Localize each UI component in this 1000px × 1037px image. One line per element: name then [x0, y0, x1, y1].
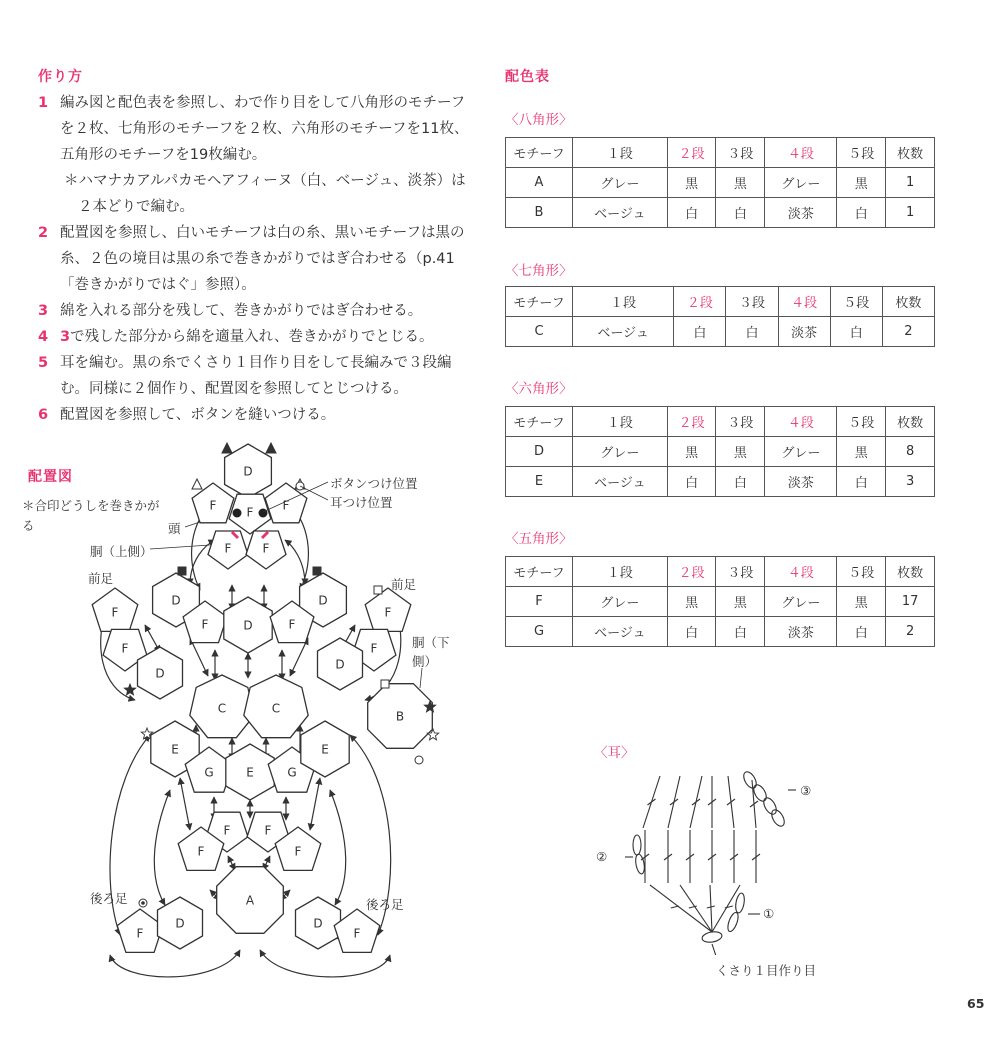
ear-start-label: くさり１目作り目 — [716, 963, 817, 978]
leader-line — [185, 522, 200, 527]
step-note: ＊ハマナカアルパカモヘアフィーヌ（白、ベージュ、淡茶）は２本どりで編む。 — [64, 173, 466, 215]
seam-arrow — [290, 638, 308, 676]
motif-label: F — [264, 823, 272, 838]
motif-label: G — [204, 765, 214, 780]
table-cell: 黒 — [716, 587, 765, 617]
table-cell: 白 — [726, 317, 778, 347]
table-cell: 淡茶 — [778, 317, 830, 347]
body-lower-label: 胴（下側） — [412, 635, 450, 669]
header-cell: １段 — [573, 557, 668, 587]
step-number: 1 — [38, 95, 49, 111]
match-mark-triangle — [192, 479, 202, 489]
step-5 — [38, 350, 478, 402]
step-number: 4 — [38, 329, 49, 345]
table-cell: 白 — [837, 198, 886, 228]
header-cell: 枚数 — [886, 138, 935, 168]
header-cell: ３段 — [716, 557, 765, 587]
header-cell: ５段 — [830, 287, 882, 317]
table-header-row — [506, 287, 935, 317]
header-cell: ３段 — [726, 287, 778, 317]
table-cell: 白 — [667, 617, 716, 647]
stitch — [710, 885, 712, 932]
motif-label: E — [321, 742, 329, 757]
ear-position-label: 耳つけ位置 — [330, 495, 393, 510]
header-cell: ４段 — [765, 557, 837, 587]
motif-label: E — [246, 765, 254, 780]
section-title-hexagon: 〈六角形〉 — [505, 381, 573, 397]
header-cell: モチーフ — [506, 138, 573, 168]
header-cell: ２段 — [667, 557, 716, 587]
step-reference: 3 — [60, 329, 71, 345]
head-label: 頭 — [168, 521, 181, 536]
table-cell: 黒 — [667, 587, 716, 617]
table-cell: ベージュ — [573, 467, 668, 497]
pointer-line — [712, 944, 718, 955]
stitch — [680, 885, 712, 932]
motif-label: F — [246, 505, 254, 520]
motif-label: F — [224, 541, 232, 556]
header-cell: ５段 — [837, 407, 886, 437]
step-4 — [38, 324, 478, 350]
page-number: 65 — [967, 996, 985, 1011]
motif-label: D — [318, 593, 328, 608]
motif-label: D — [175, 916, 185, 931]
back-leg-left-label: 後ろ足 — [90, 891, 128, 906]
table-cell: 白 — [716, 617, 765, 647]
motif-label: F — [136, 926, 144, 941]
header-cell: 枚数 — [886, 557, 935, 587]
header-cell: モチーフ — [506, 407, 573, 437]
step-1 — [38, 90, 478, 168]
seam-curve-arrow — [154, 790, 170, 905]
motif-label: F — [353, 926, 361, 941]
match-mark-triangle — [266, 443, 276, 453]
color-table-octagon — [505, 137, 935, 228]
step-number: 3 — [38, 303, 49, 319]
table-cell: 白 — [837, 467, 886, 497]
table-cell: グレー — [765, 168, 837, 198]
ear-heading: 〈耳〉 — [594, 745, 635, 761]
table-cell: E — [506, 467, 573, 497]
leader-line — [420, 668, 422, 688]
match-mark-triangle — [222, 443, 232, 453]
button-position-label: ボタンつけ位置 — [330, 476, 418, 491]
body-upper-label: 胴（上側） — [90, 544, 153, 559]
ear-stitch-diagram — [585, 740, 845, 955]
table-header-row — [506, 407, 935, 437]
seam-curve-arrow — [110, 950, 240, 977]
step-text: 綿を入れる部分を残して、巻きかがりではぎ合わせる。 — [60, 303, 423, 319]
chain-stitch — [634, 853, 645, 874]
method-heading: 作り方 — [38, 69, 83, 85]
ear-row-3-label: ③ — [800, 783, 812, 798]
table-cell: 淡茶 — [765, 617, 837, 647]
motif-label: F — [288, 617, 296, 632]
table-cell: 8 — [886, 437, 935, 467]
color-table-pentagon — [505, 556, 935, 647]
motif-label: F — [209, 498, 217, 513]
motif-label: D — [335, 657, 345, 672]
header-cell: 枚数 — [886, 407, 935, 437]
table-cell: 3 — [886, 467, 935, 497]
motif-label: F — [282, 498, 290, 513]
match-mark-square — [313, 567, 321, 575]
motif-label: G — [287, 765, 297, 780]
table-cell: A — [506, 168, 573, 198]
step-2 — [38, 220, 478, 298]
section-title-pentagon: 〈五角形〉 — [505, 531, 573, 547]
table-cell: 黒 — [837, 168, 886, 198]
table-row — [506, 198, 935, 228]
table-cell: 白 — [674, 317, 726, 347]
table-cell: 白 — [667, 467, 716, 497]
front-leg-right-label: 前足 — [391, 577, 417, 592]
button-dot-icon — [233, 509, 242, 518]
header-cell: ２段 — [667, 138, 716, 168]
seam-arrow — [190, 638, 208, 676]
step-number: 5 — [38, 355, 49, 371]
motif-label: F — [121, 641, 129, 656]
ear-row-2-label: ② — [596, 849, 608, 864]
step-text: 配置図を参照し、白いモチーフは白の糸、黒いモチーフは黒の糸、２色の境目は黒の糸で巻きかがりではぎ合わせる（p.41「巻きかがりではぐ」参照）。 — [60, 225, 465, 293]
motif-label: F — [223, 823, 231, 838]
circle-mark-icon — [141, 901, 145, 905]
front-leg-left-label: 前足 — [88, 571, 114, 586]
table-cell: 黒 — [716, 437, 765, 467]
header-cell: ２段 — [674, 287, 726, 317]
match-mark-square — [381, 680, 389, 688]
table-cell: 淡茶 — [765, 198, 837, 228]
stitch — [671, 906, 679, 908]
match-mark-square — [374, 586, 382, 594]
table-cell: 白 — [830, 317, 882, 347]
header-cell: モチーフ — [506, 557, 573, 587]
layout-note: ＊合印どうしを巻きかがる — [22, 498, 160, 533]
header-cell: ４段 — [765, 138, 837, 168]
table-cell: 黒 — [837, 437, 886, 467]
stitch — [648, 799, 656, 805]
chain-stitch — [761, 796, 779, 817]
motif-label: B — [395, 709, 405, 724]
leader-line — [150, 545, 210, 549]
header-cell: ５段 — [837, 138, 886, 168]
button-dot-icon — [259, 509, 268, 518]
table-cell: 黒 — [837, 587, 886, 617]
table-cell: 黒 — [667, 168, 716, 198]
motif-label: E — [171, 742, 179, 757]
seam-arrow — [310, 778, 320, 830]
table-cell: 黒 — [667, 437, 716, 467]
layout-diagram — [0, 440, 500, 1000]
table-row — [506, 437, 935, 467]
table-cell: ベージュ — [573, 317, 674, 347]
table-cell: グレー — [573, 587, 668, 617]
header-cell: １段 — [573, 407, 668, 437]
header-cell: ５段 — [837, 557, 886, 587]
motif-label: D — [171, 593, 181, 608]
instructions — [38, 90, 478, 428]
motif-label: F — [111, 605, 119, 620]
motif-label: C — [271, 701, 281, 716]
match-mark-square — [178, 567, 186, 575]
table-cell: ベージュ — [573, 617, 668, 647]
circle-mark-icon — [415, 756, 423, 764]
table-cell: F — [506, 587, 573, 617]
chain-stitch — [633, 835, 641, 855]
motif-label: D — [243, 618, 253, 633]
header-cell: モチーフ — [506, 287, 573, 317]
header-cell: ２段 — [667, 407, 716, 437]
step-3 — [38, 298, 478, 324]
section-title-octagon: 〈八角形〉 — [505, 112, 573, 128]
ear-row-1-label: ① — [763, 906, 775, 921]
step-text: 編み図と配色表を参照し、わで作り目をして八角形のモチーフを２枚、七角形のモチーフを２枚、六角形のモチーフを11枚、五角形のモチーフを19枚編む。 — [60, 95, 469, 163]
table-cell: D — [506, 437, 573, 467]
table-cell: 2 — [886, 617, 935, 647]
table-header-row — [506, 557, 935, 587]
step-number: 2 — [38, 225, 49, 241]
section-title-heptagon: 〈七角形〉 — [505, 263, 573, 279]
stitch — [650, 885, 712, 932]
table-row — [506, 317, 935, 347]
seam-curve-arrow — [260, 950, 390, 977]
header-cell: ３段 — [716, 138, 765, 168]
table-cell: 白 — [716, 198, 765, 228]
ear-stitches — [625, 770, 796, 955]
header-cell: ４段 — [778, 287, 830, 317]
color-table-hexagon — [505, 406, 935, 497]
table-row — [506, 467, 935, 497]
header-cell: 枚数 — [882, 287, 934, 317]
table-header-row — [506, 138, 935, 168]
motif-label: F — [201, 617, 209, 632]
chain-stitch — [734, 892, 745, 913]
table-cell: 白 — [667, 198, 716, 228]
chain-stitch — [769, 808, 787, 829]
table-cell: 1 — [886, 168, 935, 198]
table-cell: 淡茶 — [765, 467, 837, 497]
motif-label: C — [217, 701, 227, 716]
step-6 — [38, 402, 478, 428]
header-cell: １段 — [573, 287, 674, 317]
table-cell: グレー — [573, 437, 668, 467]
step-text: 耳を編む。黒の糸でくさり１目作り目をして長編みで３段編む。同様に２個作り、配置図を参照してとじつける。 — [60, 355, 452, 397]
chain-stitch — [741, 770, 759, 791]
table-cell: 1 — [886, 198, 935, 228]
motif-label: F — [294, 844, 302, 859]
table-cell: G — [506, 617, 573, 647]
motif-shapes — [92, 444, 432, 952]
layout-heading: 配置図 — [28, 469, 73, 485]
back-leg-right-label: 後ろ足 — [366, 897, 404, 912]
table-cell: B — [506, 198, 573, 228]
color-chart-heading: 配色表 — [505, 69, 550, 85]
stitch — [725, 906, 733, 908]
seam-curve-arrow — [285, 540, 305, 585]
seam-arrow — [180, 778, 190, 830]
table-cell: 17 — [886, 587, 935, 617]
foundation-chain — [701, 930, 722, 943]
table-row — [506, 617, 935, 647]
table-row — [506, 168, 935, 198]
table-cell: C — [506, 317, 573, 347]
motif-label: F — [384, 605, 392, 620]
table-cell: グレー — [573, 168, 668, 198]
seam-arrow — [228, 856, 235, 870]
chain-stitch — [726, 911, 740, 933]
table-cell: 2 — [882, 317, 934, 347]
motif-label: F — [370, 641, 378, 656]
header-cell: １段 — [573, 138, 668, 168]
step-text: 配置図を参照して、ボタンを縫いつける。 — [60, 407, 336, 423]
table-row — [506, 587, 935, 617]
motif-label: F — [197, 844, 205, 859]
motif-label: D — [313, 916, 323, 931]
color-table-heptagon — [505, 286, 935, 347]
table-cell: グレー — [765, 587, 837, 617]
motif-label: D — [243, 464, 253, 479]
seam-curve-arrow — [330, 790, 346, 905]
match-mark-star — [124, 684, 135, 695]
step-number: 6 — [38, 407, 49, 423]
table-cell: 白 — [716, 467, 765, 497]
motif-label: D — [155, 666, 165, 681]
table-cell: ベージュ — [573, 198, 668, 228]
table-cell: 黒 — [716, 168, 765, 198]
motif-label: F — [262, 541, 270, 556]
table-cell: 白 — [837, 617, 886, 647]
table-cell: グレー — [765, 437, 837, 467]
step-text: で残した部分から綿を適量入れ、巻きかがりでとじる。 — [70, 329, 434, 345]
header-cell: ３段 — [716, 407, 765, 437]
header-cell: ４段 — [765, 407, 837, 437]
motif-label: A — [245, 893, 255, 908]
